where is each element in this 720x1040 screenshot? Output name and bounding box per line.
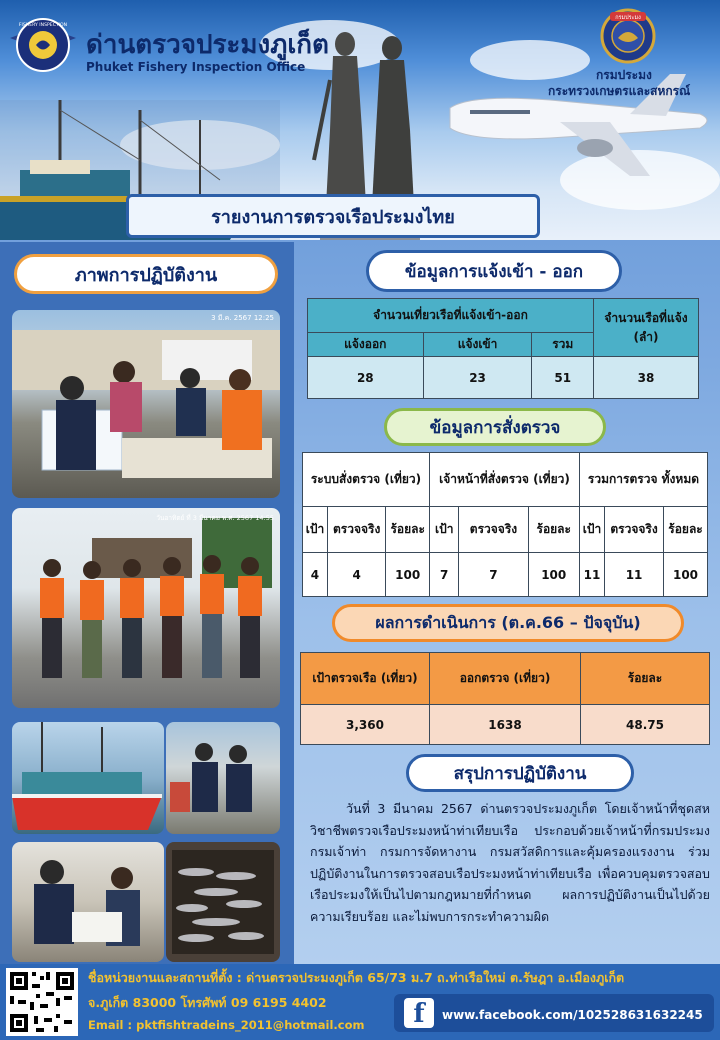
- facebook-url[interactable]: www.facebook.com/102528631632245: [442, 1008, 703, 1022]
- order-col-target: เป้า: [579, 507, 604, 553]
- qr-code: [6, 968, 78, 1036]
- order-group-officer: เจ้าหน้าที่สั่งตรวจ (เที่ยว): [429, 453, 579, 507]
- dept-name: กรมประมง: [596, 68, 652, 82]
- notify-val-out: 28: [308, 357, 424, 399]
- footer-email-link[interactable]: Email : pktfishtradeins_2011@hotmail.com: [88, 1018, 365, 1032]
- notify-col-out: แจ้งออก: [308, 333, 424, 357]
- facebook-icon[interactable]: f: [404, 998, 434, 1028]
- photo-inspection-desk: [12, 310, 280, 498]
- order-officer-target: 7: [429, 553, 458, 597]
- result-table: [300, 652, 710, 745]
- result-col-percent: ร้อยละ: [581, 653, 710, 705]
- footer-address-line1: ชื่อหน่วยงานและสถานที่ตั้ง : ด่านตรวจประมงภูเก็ต 65/73 ม.7 ถ.ท่าเรือใหม่ ต.รัษฎา อ.เมืองภูเก็ต: [88, 970, 625, 985]
- notify-val-total: 51: [532, 357, 594, 399]
- notify-col-total: รวม: [532, 333, 594, 357]
- notify-section-label: ข้อมูลการแจ้งเข้า - ออก: [366, 250, 622, 292]
- result-col-target: เป้าตรวจเรือ (เที่ยว): [301, 653, 430, 705]
- photos-section-label: ภาพการปฏิบัติงาน: [14, 254, 278, 294]
- result-val-percent: 48.75: [581, 705, 710, 745]
- notify-vessels-header: จำนวนเรือที่แจ้ง (ลำ): [594, 299, 699, 357]
- photo-timestamp: 3 มี.ค. 2567 12:25: [211, 314, 274, 322]
- department-of-fisheries-logo: [596, 8, 660, 64]
- emblem-text: FISHERY INSPECTION: [18, 23, 68, 28]
- office-name-en: Phuket Fishery Inspection Office: [86, 60, 306, 74]
- order-col-target: เป้า: [303, 507, 328, 553]
- photo-timestamp: วันอาทิตย์ ที่ 3 มีนาคม พ.ศ. 2567 14:55: [156, 514, 274, 522]
- order-system-target: 4: [303, 553, 328, 597]
- report-title: รายงานการตรวจเรือประมงไทย: [126, 194, 540, 238]
- summary-section-label: สรุปการปฏิบัติงาน: [406, 754, 634, 792]
- order-officer-percent: 100: [528, 553, 579, 597]
- dept-logo-text: กรมประมง: [615, 15, 641, 21]
- order-table: [302, 452, 708, 597]
- order-col-actual: ตรวจจริง: [459, 507, 528, 553]
- notify-val-in: 23: [423, 357, 532, 399]
- order-total-percent: 100: [664, 553, 708, 597]
- notify-table: [307, 298, 699, 399]
- result-col-inspected: ออกตรวจ (เที่ยว): [430, 653, 581, 705]
- result-val-target: 3,360: [301, 705, 430, 745]
- result-val-inspected: 1638: [430, 705, 581, 745]
- notify-val-vessels: 38: [594, 357, 699, 399]
- order-section-label: ข้อมูลการสั่งตรวจ: [384, 408, 606, 446]
- order-system-percent: 100: [386, 553, 430, 597]
- footer-address-line2: จ.ภูเก็ต 83000 โทรศัพท์ 09 6195 4402: [88, 995, 327, 1010]
- order-col-percent: ร้อยละ: [386, 507, 430, 553]
- photo-crew-lineup: [12, 508, 280, 708]
- order-system-actual: 4: [327, 553, 385, 597]
- order-total-target: 11: [579, 553, 604, 597]
- photo-document-check: [12, 842, 164, 962]
- order-col-target: เป้า: [429, 507, 458, 553]
- photo-officers: [166, 722, 280, 834]
- ministry-name: กระทรวงเกษตรและสหกรณ์: [548, 84, 691, 98]
- office-name-th: ด่านตรวจประมงภูเก็ต: [86, 30, 329, 60]
- fishery-inspection-emblem: [8, 14, 78, 76]
- order-group-total: รวมการตรวจ ทั้งหมด: [579, 453, 707, 507]
- order-col-actual: ตรวจจริง: [327, 507, 385, 553]
- order-col-percent: ร้อยละ: [664, 507, 708, 553]
- order-group-system: ระบบสั่งตรวจ (เที่ยว): [303, 453, 430, 507]
- order-total-actual: 11: [605, 553, 664, 597]
- summary-text: วันที่ 3 มีนาคม 2567 ด่านตรวจประมงภูเก็ต โดยเจ้าหน้าที่ชุดสหวิชาชีพตรวจเรือประมงหน้าท่าเทียบเรือ ประกอบด้วยเจ้าหน้าที่กรมประมง กรมเจ้าท่า กรมการจัดหางาน กรมสวัสดิการและคุ้มครองแรงงาน ร่วมปฏิบัติงานในการตรวจสอบเรือประมงหน้าท่าเทียบเรือ เพื่อควบคุมตรวจสอบเรือประมงให้เป็นไปตามกฎหมายที่กำหนด ผลการปฏิบัติงานเป็นไปด้วยความเรียบร้อย และไม่พบการกระทำความผิด: [310, 801, 710, 924]
- photo-fishing-boat: [12, 722, 164, 834]
- notify-col-in: แจ้งเข้า: [423, 333, 532, 357]
- order-col-actual: ตรวจจริง: [605, 507, 664, 553]
- order-col-percent: ร้อยละ: [528, 507, 579, 553]
- result-section-label: ผลการดำเนินการ (ต.ค.66 – ปัจจุบัน): [332, 604, 684, 642]
- order-officer-actual: 7: [459, 553, 528, 597]
- notify-group-header: จำนวนเที่ยวเรือที่แจ้งเข้า-ออก: [308, 299, 594, 333]
- photo-fish-catch: [166, 842, 280, 962]
